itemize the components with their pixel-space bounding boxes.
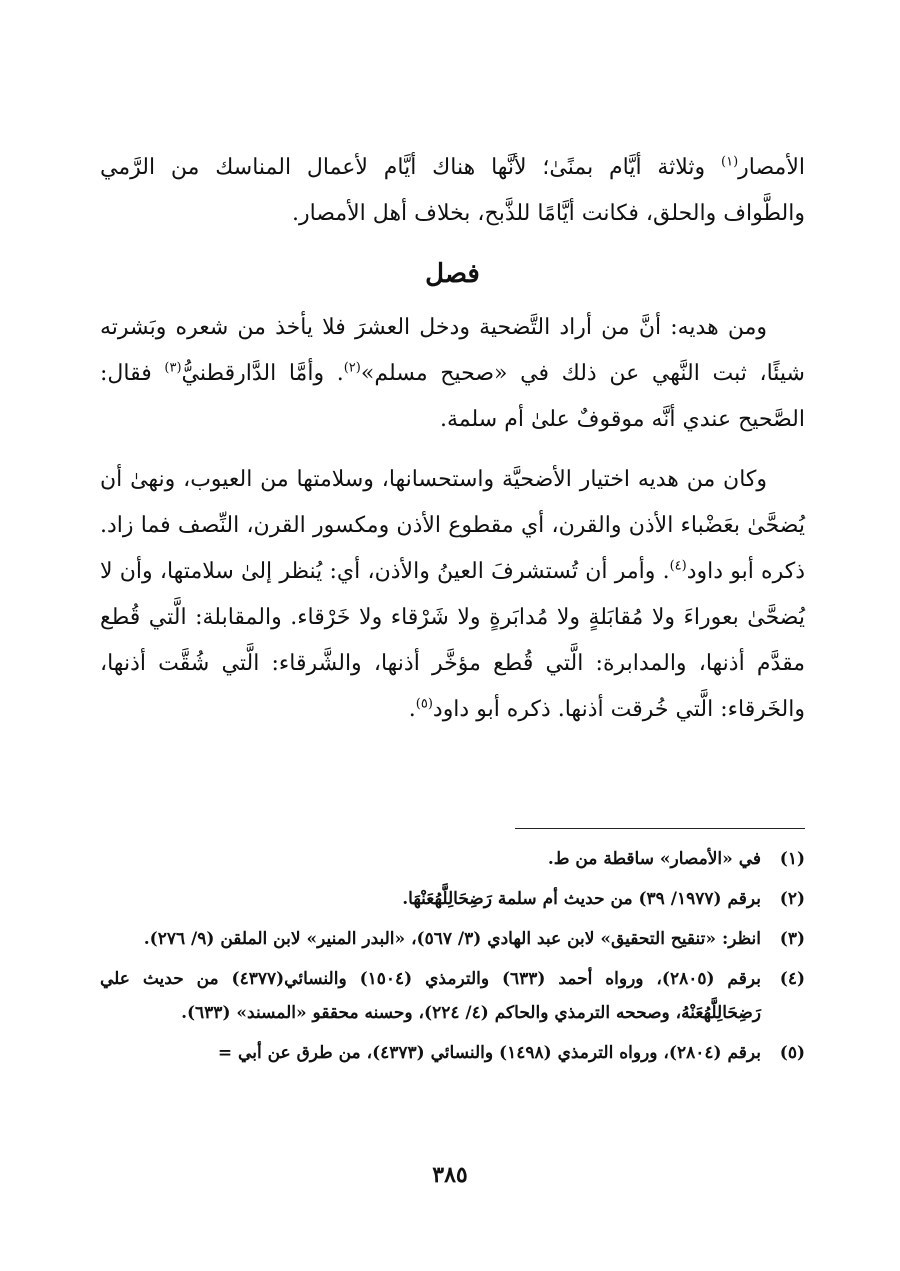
footnote-ref-2[interactable]: (٢) — [343, 360, 361, 376]
footnote-4 — [100, 962, 805, 1030]
text-run: . — [408, 697, 416, 722]
paragraph-1 — [100, 145, 805, 237]
text-run: وكان من هديه اختيار الأضحيَّة واستحسانها، وسلامتها من العيوب، ونهىٰ أن يُضحَّىٰ بعَضْباء الأذن والقرن، أي مقطوع الأذن ومكسور القرن، النِّصف فما زاد. ذكره أبو داود — [100, 467, 805, 584]
paragraph-3 — [100, 457, 805, 733]
footnote-divider — [515, 828, 805, 829]
text-run: وثلاثة أيَّام بمنًىٰ؛ لأنَّها هناك أيَّام لأعمال المناسك من الرَّمي والطَّواف والحلق، فكانت أيَّامًا للذَّبح، بخلاف أهل الأمصار. — [100, 155, 805, 226]
page-number: ٣٨٥ — [432, 1162, 468, 1188]
footnote-text: في «الأمصار» ساقطة من ط. — [547, 849, 761, 869]
footnote-3 — [100, 922, 805, 956]
footnote-2 — [100, 882, 805, 916]
paragraph-2 — [100, 305, 805, 443]
footnote-text: برقم (٢٨٠٤)، ورواه الترمذي (١٤٩٨) والنسائي (٤٣٧٣)، من طرق عن أبي = — [217, 1043, 761, 1063]
footnote-ref-3[interactable]: (٣) — [164, 360, 182, 376]
text-run: . وأمر أن تُستشرفَ العينُ والأذن، أي: يُنظر إلىٰ سلامتها، وأن لا يُضحَّىٰ بعوراءَ ولا مُقابَلةٍ ولا مُدابَرةٍ ولا شَرْقاء ولا خَرْقاء. والمقابلة: الَّتي قُطع مقدَّم أذنها، والمدابرة: الَّتي قُطع مؤخَّر أذنها، والشَّرقاء: الَّتي شُقَّت أذنها، والخَرقاء: الَّتي خُرقت أذنها. ذكره أبو داود — [100, 559, 805, 722]
text-run: . وأمَّا الدَّارقطنيُّ — [181, 361, 344, 386]
footnote-text: انظر: «تنقيح التحقيق» لابن عبد الهادي (٣/ ٥٦٧)، «البدر المنير» لابن الملقن (٩/ ٢٧٦). — [143, 929, 761, 949]
footnote-number: (٤) — [779, 969, 805, 989]
footnote-ref-5[interactable]: (٥) — [415, 696, 433, 712]
footnote-number: (٥) — [779, 1043, 805, 1063]
footnote-text: برقم (٢٨٠٥)، ورواه أحمد (٦٣٣) والترمذي (١٥٠٤) والنسائي(٤٣٧٧) من حديث علي رَضِحَالِلَّهُعَنْهُ، وصححه الترمذي والحاكم (٤/ ٢٢٤)، وحسنه محققو «المسند» (٦٣٣). — [100, 969, 761, 1023]
text-run: الأمصار — [738, 155, 805, 180]
footnote-number: (١) — [779, 849, 805, 869]
footnote-ref-1[interactable]: (١) — [721, 154, 739, 170]
footnote-5 — [100, 1036, 805, 1070]
footnote-text: برقم (١٩٧٧/ ٣٩) من حديث أم سلمة رَضِحَالِلَّهُعَنْهَا. — [402, 889, 761, 909]
footnote-number: (٢) — [779, 889, 805, 909]
footnote-ref-4[interactable]: (٤) — [669, 558, 687, 574]
main-text — [100, 145, 805, 747]
section-heading: فصل — [425, 259, 480, 289]
text-run: فقال: الصَّحيح عندي أنَّه موقوفٌ علىٰ أم سلمة. — [100, 361, 805, 432]
footnotes — [100, 842, 805, 1076]
text-run: ومن هديه: أنَّ من أراد التَّضحية ودخل العشرَ فلا يأخذ من شعره وبَشرته شيئًا، ثبت النَّهي عن ذلك في «صحيح مسلم» — [100, 315, 805, 386]
footnote-number: (٣) — [779, 929, 805, 949]
footnote-1 — [100, 842, 805, 876]
